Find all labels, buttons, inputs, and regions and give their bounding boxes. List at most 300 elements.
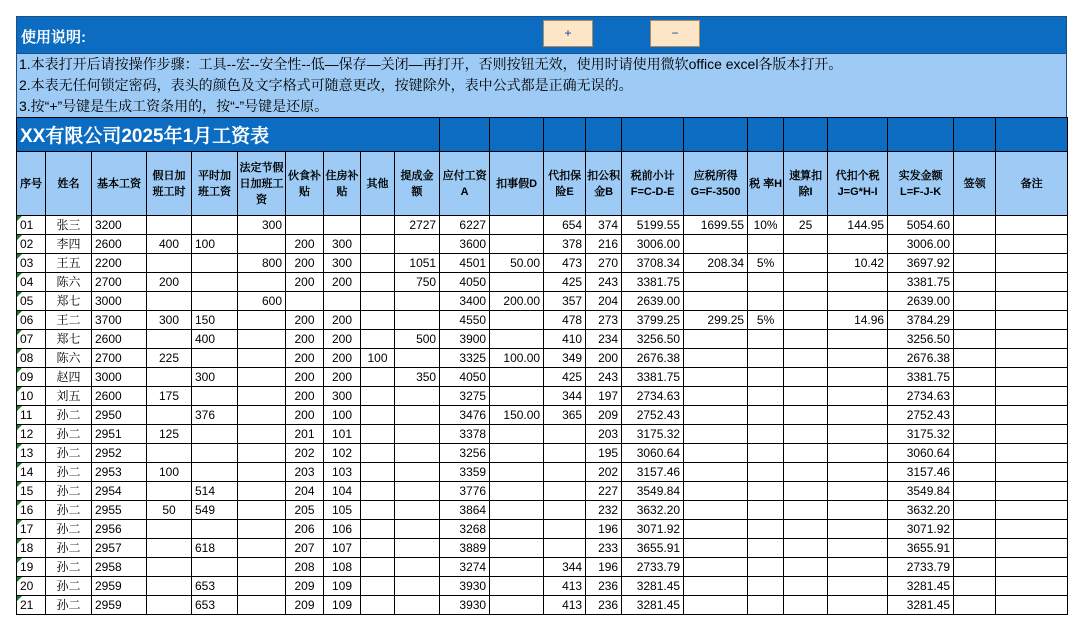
table-cell[interactable] <box>544 463 586 482</box>
table-cell[interactable] <box>784 368 828 387</box>
table-cell[interactable] <box>684 444 748 463</box>
table-cell[interactable] <box>748 539 784 558</box>
table-cell[interactable] <box>361 235 395 254</box>
table-cell[interactable] <box>784 235 828 254</box>
table-cell[interactable]: 200 <box>286 387 324 406</box>
table-cell[interactable]: 203 <box>286 463 324 482</box>
table-cell[interactable]: 2733.79 <box>622 558 684 577</box>
table-cell[interactable] <box>784 463 828 482</box>
table-cell[interactable]: 200 <box>324 273 361 292</box>
table-cell[interactable] <box>192 387 238 406</box>
table-cell[interactable]: 300 <box>192 368 238 387</box>
table-cell[interactable]: 3175.32 <box>622 425 684 444</box>
table-cell[interactable]: 3378 <box>440 425 490 444</box>
table-cell[interactable] <box>684 292 748 311</box>
table-cell[interactable]: 2600 <box>92 235 147 254</box>
table-cell[interactable] <box>238 406 286 425</box>
table-cell[interactable]: 3071.92 <box>888 520 954 539</box>
table-cell[interactable]: 2639.00 <box>622 292 684 311</box>
table-cell[interactable]: 236 <box>586 577 622 596</box>
table-cell[interactable] <box>361 292 395 311</box>
table-cell[interactable]: 200 <box>324 368 361 387</box>
table-cell[interactable] <box>784 482 828 501</box>
table-cell[interactable]: 孙二 <box>46 406 92 425</box>
table-cell[interactable] <box>748 425 784 444</box>
table-cell[interactable]: 4501 <box>440 254 490 273</box>
table-cell[interactable]: 2700 <box>92 349 147 368</box>
table-cell[interactable]: 107 <box>324 539 361 558</box>
table-cell[interactable] <box>996 216 1068 235</box>
table-cell[interactable]: 3325 <box>440 349 490 368</box>
table-cell[interactable]: 209 <box>586 406 622 425</box>
table-cell[interactable]: 413 <box>544 577 586 596</box>
table-cell[interactable] <box>324 216 361 235</box>
table-cell[interactable]: 243 <box>586 273 622 292</box>
table-cell[interactable]: 17 <box>17 520 46 539</box>
table-cell[interactable]: 3708.34 <box>622 254 684 273</box>
table-cell[interactable] <box>361 520 395 539</box>
table-cell[interactable]: 500 <box>395 330 440 349</box>
table-cell[interactable] <box>996 254 1068 273</box>
table-cell[interactable]: 18 <box>17 539 46 558</box>
table-cell[interactable] <box>996 558 1068 577</box>
table-cell[interactable]: 400 <box>147 235 192 254</box>
table-cell[interactable]: 300 <box>324 254 361 273</box>
table-cell[interactable]: 144.95 <box>828 216 888 235</box>
table-cell[interactable] <box>748 349 784 368</box>
table-cell[interactable]: 2734.63 <box>888 387 954 406</box>
table-cell[interactable] <box>147 254 192 273</box>
table-cell[interactable]: 233 <box>586 539 622 558</box>
plus-button[interactable]: + <box>543 20 593 47</box>
table-cell[interactable] <box>748 501 784 520</box>
table-cell[interactable] <box>996 387 1068 406</box>
table-cell[interactable] <box>192 425 238 444</box>
table-cell[interactable] <box>748 235 784 254</box>
table-cell[interactable]: 125 <box>147 425 192 444</box>
table-cell[interactable]: 236 <box>586 596 622 615</box>
table-cell[interactable] <box>361 539 395 558</box>
table-cell[interactable]: 196 <box>586 558 622 577</box>
table-cell[interactable]: 200 <box>286 330 324 349</box>
table-cell[interactable]: 478 <box>544 311 586 330</box>
table-cell[interactable] <box>490 482 544 501</box>
table-cell[interactable]: 5199.55 <box>622 216 684 235</box>
table-cell[interactable]: 3476 <box>440 406 490 425</box>
table-cell[interactable] <box>748 463 784 482</box>
table-cell[interactable]: 2953 <box>92 463 147 482</box>
table-cell[interactable] <box>684 330 748 349</box>
table-cell[interactable]: 225 <box>147 349 192 368</box>
table-cell[interactable]: 3281.45 <box>888 577 954 596</box>
table-cell[interactable]: 3864 <box>440 501 490 520</box>
table-cell[interactable] <box>828 406 888 425</box>
table-cell[interactable] <box>954 235 996 254</box>
table-cell[interactable]: 204 <box>286 482 324 501</box>
table-cell[interactable] <box>238 444 286 463</box>
table-cell[interactable] <box>238 482 286 501</box>
table-cell[interactable] <box>147 330 192 349</box>
table-cell[interactable]: 413 <box>544 596 586 615</box>
table-cell[interactable] <box>238 577 286 596</box>
table-cell[interactable] <box>490 368 544 387</box>
table-cell[interactable]: 孙二 <box>46 577 92 596</box>
table-cell[interactable]: 王二 <box>46 311 92 330</box>
table-cell[interactable] <box>490 273 544 292</box>
table-cell[interactable]: 109 <box>324 577 361 596</box>
table-cell[interactable]: 350 <box>395 368 440 387</box>
table-cell[interactable] <box>996 349 1068 368</box>
table-cell[interactable]: 100 <box>147 463 192 482</box>
table-cell[interactable] <box>361 387 395 406</box>
table-cell[interactable]: 05 <box>17 292 46 311</box>
table-cell[interactable]: 200 <box>324 330 361 349</box>
table-cell[interactable] <box>490 577 544 596</box>
table-cell[interactable] <box>996 520 1068 539</box>
table-cell[interactable]: 200 <box>286 311 324 330</box>
table-cell[interactable]: 175 <box>147 387 192 406</box>
table-cell[interactable]: 273 <box>586 311 622 330</box>
table-cell[interactable]: 3275 <box>440 387 490 406</box>
table-cell[interactable] <box>361 425 395 444</box>
table-cell[interactable]: 376 <box>192 406 238 425</box>
table-cell[interactable] <box>147 368 192 387</box>
table-cell[interactable]: 06 <box>17 311 46 330</box>
table-cell[interactable]: 3697.92 <box>888 254 954 273</box>
table-cell[interactable]: 102 <box>324 444 361 463</box>
table-cell[interactable]: 3000 <box>92 292 147 311</box>
table-cell[interactable]: 3381.75 <box>622 273 684 292</box>
table-cell[interactable] <box>996 539 1068 558</box>
table-cell[interactable]: 3157.46 <box>888 463 954 482</box>
table-cell[interactable] <box>748 577 784 596</box>
table-cell[interactable]: 6227 <box>440 216 490 235</box>
table-cell[interactable]: 108 <box>324 558 361 577</box>
table-cell[interactable]: 2752.43 <box>888 406 954 425</box>
table-cell[interactable]: 207 <box>286 539 324 558</box>
table-cell[interactable]: 200 <box>286 368 324 387</box>
table-cell[interactable]: 孙二 <box>46 501 92 520</box>
table-cell[interactable] <box>395 558 440 577</box>
table-cell[interactable]: 3700 <box>92 311 147 330</box>
table-cell[interactable] <box>954 330 996 349</box>
table-cell[interactable]: 200 <box>324 311 361 330</box>
table-cell[interactable] <box>490 501 544 520</box>
table-cell[interactable] <box>684 406 748 425</box>
table-cell[interactable]: 400 <box>192 330 238 349</box>
table-cell[interactable] <box>828 539 888 558</box>
table-cell[interactable]: 孙二 <box>46 425 92 444</box>
table-cell[interactable] <box>684 596 748 615</box>
table-cell[interactable] <box>238 368 286 387</box>
table-cell[interactable] <box>748 273 784 292</box>
table-cell[interactable]: 150.00 <box>490 406 544 425</box>
table-cell[interactable]: 2950 <box>92 406 147 425</box>
table-cell[interactable] <box>147 558 192 577</box>
table-cell[interactable] <box>544 520 586 539</box>
table-cell[interactable] <box>996 463 1068 482</box>
table-cell[interactable] <box>996 292 1068 311</box>
table-cell[interactable]: 2700 <box>92 273 147 292</box>
table-cell[interactable]: 800 <box>238 254 286 273</box>
table-cell[interactable] <box>395 596 440 615</box>
table-cell[interactable] <box>544 425 586 444</box>
table-cell[interactable]: 2958 <box>92 558 147 577</box>
table-cell[interactable]: 109 <box>324 596 361 615</box>
table-cell[interactable]: 孙二 <box>46 482 92 501</box>
table-cell[interactable]: 209 <box>286 596 324 615</box>
table-cell[interactable]: 陈六 <box>46 273 92 292</box>
table-cell[interactable] <box>324 292 361 311</box>
table-cell[interactable]: 2955 <box>92 501 147 520</box>
table-cell[interactable]: 3071.92 <box>622 520 684 539</box>
table-cell[interactable] <box>954 273 996 292</box>
table-cell[interactable] <box>395 387 440 406</box>
table-cell[interactable]: 100 <box>192 235 238 254</box>
table-cell[interactable]: 2733.79 <box>888 558 954 577</box>
table-cell[interactable]: 365 <box>544 406 586 425</box>
minus-button[interactable]: − <box>650 20 700 47</box>
table-cell[interactable]: 张三 <box>46 216 92 235</box>
table-cell[interactable]: 3900 <box>440 330 490 349</box>
table-cell[interactable] <box>784 387 828 406</box>
table-cell[interactable]: 1699.55 <box>684 216 748 235</box>
table-cell[interactable]: 200 <box>147 273 192 292</box>
table-cell[interactable]: 202 <box>286 444 324 463</box>
table-cell[interactable] <box>996 368 1068 387</box>
table-cell[interactable]: 3268 <box>440 520 490 539</box>
table-cell[interactable]: 5% <box>748 311 784 330</box>
table-cell[interactable]: 郑七 <box>46 292 92 311</box>
table-cell[interactable] <box>748 387 784 406</box>
table-cell[interactable]: 25 <box>784 216 828 235</box>
table-cell[interactable] <box>361 501 395 520</box>
table-cell[interactable]: 赵四 <box>46 368 92 387</box>
table-cell[interactable] <box>748 406 784 425</box>
table-cell[interactable]: 200.00 <box>490 292 544 311</box>
table-cell[interactable] <box>192 273 238 292</box>
table-cell[interactable]: 3632.20 <box>622 501 684 520</box>
table-cell[interactable] <box>147 520 192 539</box>
table-cell[interactable]: 3930 <box>440 577 490 596</box>
table-cell[interactable] <box>954 482 996 501</box>
table-cell[interactable] <box>954 501 996 520</box>
table-cell[interactable] <box>361 406 395 425</box>
table-cell[interactable]: 100 <box>324 406 361 425</box>
table-cell[interactable] <box>954 539 996 558</box>
table-cell[interactable] <box>238 425 286 444</box>
table-cell[interactable]: 600 <box>238 292 286 311</box>
table-cell[interactable]: 200 <box>286 273 324 292</box>
table-cell[interactable]: 3400 <box>440 292 490 311</box>
table-cell[interactable] <box>954 425 996 444</box>
table-cell[interactable]: 205 <box>286 501 324 520</box>
table-cell[interactable]: 300 <box>324 235 361 254</box>
table-cell[interactable] <box>395 425 440 444</box>
table-cell[interactable]: 3655.91 <box>622 539 684 558</box>
table-cell[interactable] <box>395 463 440 482</box>
table-cell[interactable]: 2727 <box>395 216 440 235</box>
table-cell[interactable]: 100.00 <box>490 349 544 368</box>
table-cell[interactable] <box>954 368 996 387</box>
table-cell[interactable] <box>828 235 888 254</box>
table-cell[interactable] <box>238 539 286 558</box>
table-cell[interactable]: 3549.84 <box>888 482 954 501</box>
table-cell[interactable] <box>784 254 828 273</box>
table-cell[interactable] <box>544 501 586 520</box>
table-cell[interactable] <box>684 482 748 501</box>
table-cell[interactable]: 653 <box>192 596 238 615</box>
table-cell[interactable] <box>238 235 286 254</box>
table-cell[interactable]: 孙二 <box>46 539 92 558</box>
table-cell[interactable] <box>684 273 748 292</box>
table-cell[interactable]: 13 <box>17 444 46 463</box>
table-cell[interactable] <box>395 577 440 596</box>
table-cell[interactable] <box>828 577 888 596</box>
table-cell[interactable]: 03 <box>17 254 46 273</box>
table-cell[interactable] <box>490 520 544 539</box>
table-cell[interactable] <box>684 558 748 577</box>
table-cell[interactable]: 14 <box>17 463 46 482</box>
table-cell[interactable] <box>490 444 544 463</box>
table-cell[interactable] <box>490 539 544 558</box>
table-cell[interactable]: 3799.25 <box>622 311 684 330</box>
table-cell[interactable]: 2957 <box>92 539 147 558</box>
table-cell[interactable]: 344 <box>544 558 586 577</box>
table-cell[interactable]: 16 <box>17 501 46 520</box>
table-cell[interactable]: 208.34 <box>684 254 748 273</box>
table-cell[interactable] <box>361 463 395 482</box>
table-cell[interactable] <box>954 444 996 463</box>
table-cell[interactable] <box>238 463 286 482</box>
table-cell[interactable] <box>996 330 1068 349</box>
table-cell[interactable]: 2200 <box>92 254 147 273</box>
table-cell[interactable]: 473 <box>544 254 586 273</box>
table-cell[interactable]: 2600 <box>92 330 147 349</box>
table-cell[interactable]: 206 <box>286 520 324 539</box>
table-cell[interactable] <box>828 330 888 349</box>
table-cell[interactable] <box>490 311 544 330</box>
table-cell[interactable]: 425 <box>544 368 586 387</box>
table-cell[interactable]: 195 <box>586 444 622 463</box>
table-cell[interactable] <box>238 387 286 406</box>
table-cell[interactable]: 3600 <box>440 235 490 254</box>
table-cell[interactable]: 3784.29 <box>888 311 954 330</box>
table-cell[interactable]: 15 <box>17 482 46 501</box>
table-cell[interactable] <box>748 520 784 539</box>
table-cell[interactable]: 3281.45 <box>888 596 954 615</box>
table-cell[interactable]: 200 <box>586 349 622 368</box>
table-cell[interactable]: 344 <box>544 387 586 406</box>
table-cell[interactable] <box>684 577 748 596</box>
table-cell[interactable] <box>784 558 828 577</box>
table-cell[interactable]: 3175.32 <box>888 425 954 444</box>
table-cell[interactable] <box>996 501 1068 520</box>
table-cell[interactable]: 2676.38 <box>888 349 954 368</box>
table-cell[interactable]: 2752.43 <box>622 406 684 425</box>
table-cell[interactable] <box>238 311 286 330</box>
table-cell[interactable] <box>544 444 586 463</box>
table-cell[interactable]: 349 <box>544 349 586 368</box>
table-cell[interactable] <box>954 387 996 406</box>
table-cell[interactable]: 50 <box>147 501 192 520</box>
table-cell[interactable] <box>784 444 828 463</box>
table-cell[interactable] <box>490 235 544 254</box>
table-cell[interactable] <box>748 482 784 501</box>
table-cell[interactable] <box>748 330 784 349</box>
table-cell[interactable] <box>784 539 828 558</box>
table-cell[interactable] <box>684 463 748 482</box>
table-cell[interactable]: 5% <box>748 254 784 273</box>
table-cell[interactable] <box>395 349 440 368</box>
table-cell[interactable] <box>954 254 996 273</box>
table-cell[interactable]: 3157.46 <box>622 463 684 482</box>
table-cell[interactable]: 299.25 <box>684 311 748 330</box>
table-cell[interactable]: 103 <box>324 463 361 482</box>
table-cell[interactable]: 197 <box>586 387 622 406</box>
table-cell[interactable] <box>954 596 996 615</box>
table-cell[interactable] <box>490 216 544 235</box>
table-cell[interactable]: 374 <box>586 216 622 235</box>
table-cell[interactable]: 5054.60 <box>888 216 954 235</box>
table-cell[interactable] <box>828 482 888 501</box>
table-cell[interactable]: 3060.64 <box>888 444 954 463</box>
table-cell[interactable]: 2639.00 <box>888 292 954 311</box>
table-cell[interactable] <box>828 425 888 444</box>
table-cell[interactable] <box>748 558 784 577</box>
table-cell[interactable] <box>954 216 996 235</box>
table-cell[interactable]: 203 <box>586 425 622 444</box>
table-cell[interactable]: 12 <box>17 425 46 444</box>
table-cell[interactable] <box>684 425 748 444</box>
table-cell[interactable]: 3359 <box>440 463 490 482</box>
table-cell[interactable] <box>828 463 888 482</box>
table-cell[interactable] <box>395 520 440 539</box>
table-cell[interactable] <box>238 349 286 368</box>
table-cell[interactable] <box>238 558 286 577</box>
table-cell[interactable]: 3381.75 <box>888 273 954 292</box>
table-cell[interactable] <box>748 444 784 463</box>
table-cell[interactable]: 09 <box>17 368 46 387</box>
table-cell[interactable]: 3889 <box>440 539 490 558</box>
table-cell[interactable] <box>490 425 544 444</box>
table-cell[interactable] <box>954 406 996 425</box>
table-cell[interactable]: 陈六 <box>46 349 92 368</box>
table-cell[interactable] <box>954 311 996 330</box>
table-cell[interactable]: 3549.84 <box>622 482 684 501</box>
table-cell[interactable]: 300 <box>147 311 192 330</box>
table-cell[interactable]: 104 <box>324 482 361 501</box>
table-cell[interactable] <box>996 482 1068 501</box>
table-cell[interactable]: 王五 <box>46 254 92 273</box>
table-cell[interactable] <box>954 463 996 482</box>
table-cell[interactable] <box>784 425 828 444</box>
table-cell[interactable] <box>238 520 286 539</box>
table-cell[interactable] <box>238 330 286 349</box>
table-cell[interactable] <box>286 292 324 311</box>
table-cell[interactable] <box>828 349 888 368</box>
table-cell[interactable]: 3006.00 <box>622 235 684 254</box>
table-cell[interactable]: 2954 <box>92 482 147 501</box>
table-cell[interactable] <box>784 330 828 349</box>
table-cell[interactable] <box>490 330 544 349</box>
table-cell[interactable] <box>490 463 544 482</box>
table-cell[interactable] <box>361 273 395 292</box>
table-cell[interactable] <box>954 558 996 577</box>
table-cell[interactable] <box>828 387 888 406</box>
table-cell[interactable] <box>361 254 395 273</box>
table-cell[interactable] <box>490 558 544 577</box>
